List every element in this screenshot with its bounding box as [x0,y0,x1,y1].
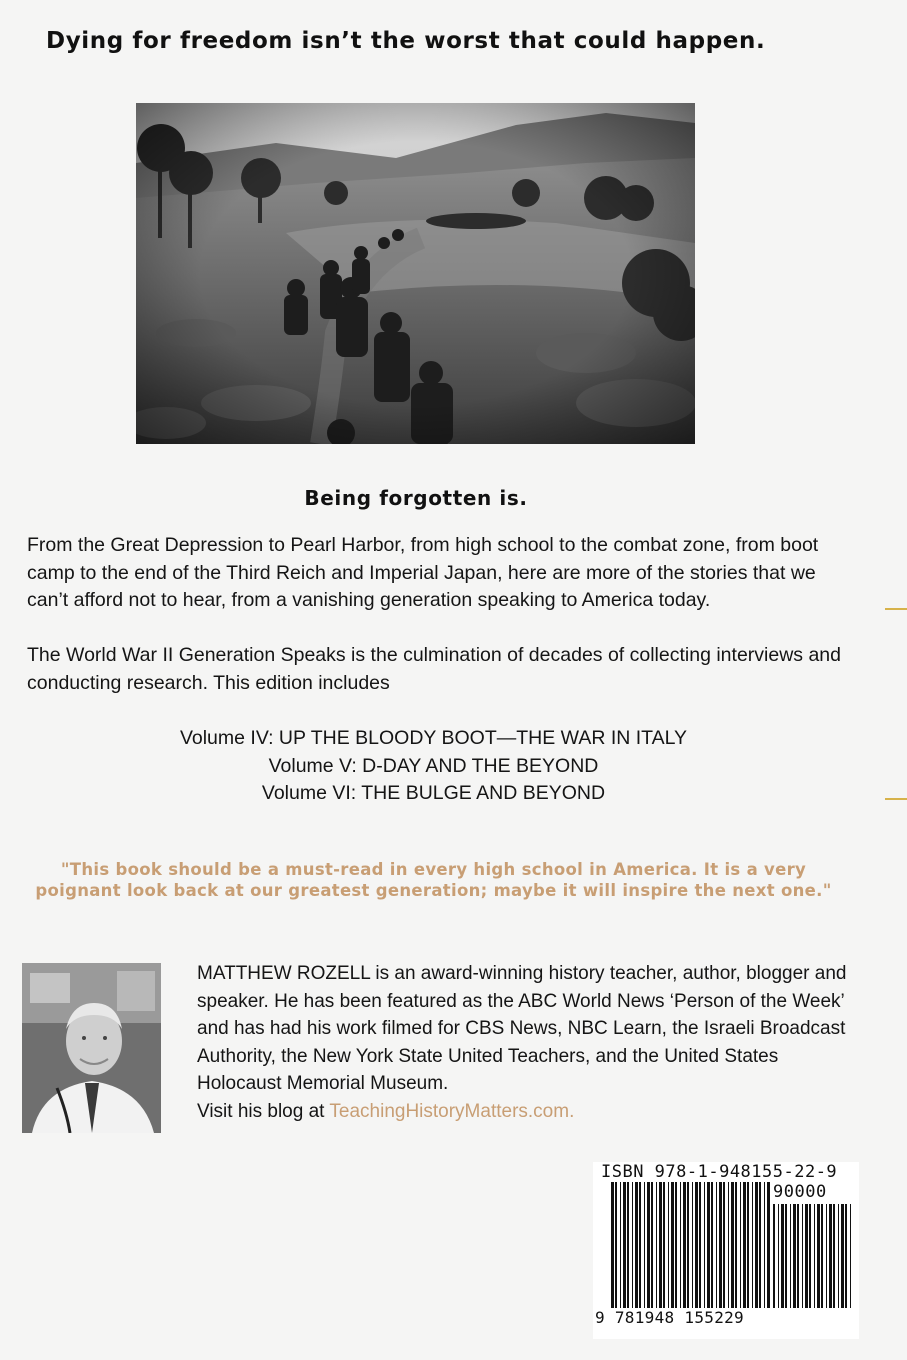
barcode-bar [845,1204,847,1308]
edge-mark [885,608,907,610]
barcode-bar [695,1182,698,1308]
price-bars [773,1204,853,1308]
barcode-bar [668,1182,669,1308]
barcode-bar [615,1182,617,1308]
barcode-bar [821,1204,823,1308]
barcode-bar [611,1182,614,1308]
barcode-bar [675,1182,677,1308]
barcode-bar [716,1182,717,1308]
barcode-bar [793,1204,796,1308]
barcode-bar [659,1182,662,1308]
barcode-bar [850,1204,851,1308]
endorsement-quote: "This book should be a must-read in every high school in America. It is a very poignant look back at our greatest generation; maybe it will inspire the next one." [35,860,832,900]
barcode-bar [778,1204,779,1308]
barcode-bar [764,1182,765,1308]
barcode-bar [651,1182,653,1308]
barcode-bar [707,1182,710,1308]
barcode-bar [747,1182,749,1308]
isbn-barcode [593,1162,859,1339]
barcode-bar [620,1182,621,1308]
barcode-bar [663,1182,665,1308]
barcode-bar [683,1182,686,1308]
blog-prefix: Visit his blog at [197,1100,330,1122]
ean-digits: 9 781948 155229 [595,1308,744,1327]
barcode-bar [797,1204,799,1308]
barcode-bar [809,1204,811,1308]
barcode-bar [790,1204,791,1308]
author-photo [22,963,161,1133]
author-bio [197,960,867,1125]
barcode-bar [755,1182,758,1308]
barcode-bar [656,1182,657,1308]
barcode-bar [723,1182,725,1308]
barcode-bar [692,1182,693,1308]
edge-mark [885,798,907,800]
barcode-bar [704,1182,705,1308]
price-code: 90000 [773,1182,827,1202]
barcode-bar [752,1182,753,1308]
volume-item: Volume IV: UP THE BLOODY BOOT—THE WAR IN ITALY [179,727,688,749]
description-paragraph-2: The World War II Generation Speaks is the culmination of decades of collecting interviews and conducting research. This edition includes [27,644,841,694]
barcode-bar [623,1182,626,1308]
barcode-bar [632,1182,633,1308]
barcode-bar [671,1182,674,1308]
blog-link[interactable]: TeachingHistoryMatters.com. [329,1100,575,1122]
barcode-bar [826,1204,827,1308]
barcode-bar [699,1182,701,1308]
volume-list [0,725,867,808]
barcode-bar [740,1182,741,1308]
barcode-bar [759,1182,761,1308]
barcode-bar [719,1182,722,1308]
description-paragraph-1: From the Great Depression to Pearl Harbor, from high school to the combat zone, from boot camp to the end of the Third Reich and Imperial Japan, here are more of the stories that we can’t afford not to hear, from a vanishing generation speaking to America today. [27,534,819,611]
barcode-bar [767,1182,770,1308]
barcode-bar [743,1182,746,1308]
barcode-bar [805,1204,808,1308]
author-bio-text: MATTHEW ROZELL is an award-winning history teacher, author, blogger and speaker. He has been featured as the ABC World News ‘Person of the Week’ and has had his work filmed for CBS News, NBC Learn, the Israeli Broadcast Authority, the New York State United Teachers, and the United States Holocaust Memorial Museum. [197,963,847,1094]
cover-headline: Dying for freedom isn’t the worst that could happen. [46,28,766,54]
barcode-bar [735,1182,737,1308]
barcode-bar [785,1204,787,1308]
barcode-bar [680,1182,681,1308]
cover-subheadline: Being forgotten is. [304,486,528,510]
barcode-bar [644,1182,645,1308]
volume-item: Volume V: D-DAY AND THE BEYOND [268,754,599,777]
barcode-bar [841,1204,844,1308]
barcode-bar [711,1182,713,1308]
isbn-label: ISBN 978-1-948155-22-9 [601,1162,838,1182]
barcode-bar [773,1204,775,1308]
barcode-bar [731,1182,734,1308]
barcode-bar [814,1204,815,1308]
soldiers-photo [136,103,695,444]
barcode-bar [639,1182,641,1308]
barcode-bar [647,1182,650,1308]
barcode-bar [817,1204,820,1308]
barcode-bars [611,1182,771,1308]
barcode-bar [781,1204,784,1308]
barcode-bar [627,1182,629,1308]
barcode-bar [635,1182,638,1308]
volume-item: Volume VI: THE BULGE AND BEYOND [261,782,606,804]
barcode-bar [687,1182,689,1308]
barcode-bar [829,1204,832,1308]
barcode-bar [838,1204,839,1308]
barcode-bar [728,1182,729,1308]
barcode-bar [833,1204,835,1308]
barcode-bar [802,1204,803,1308]
